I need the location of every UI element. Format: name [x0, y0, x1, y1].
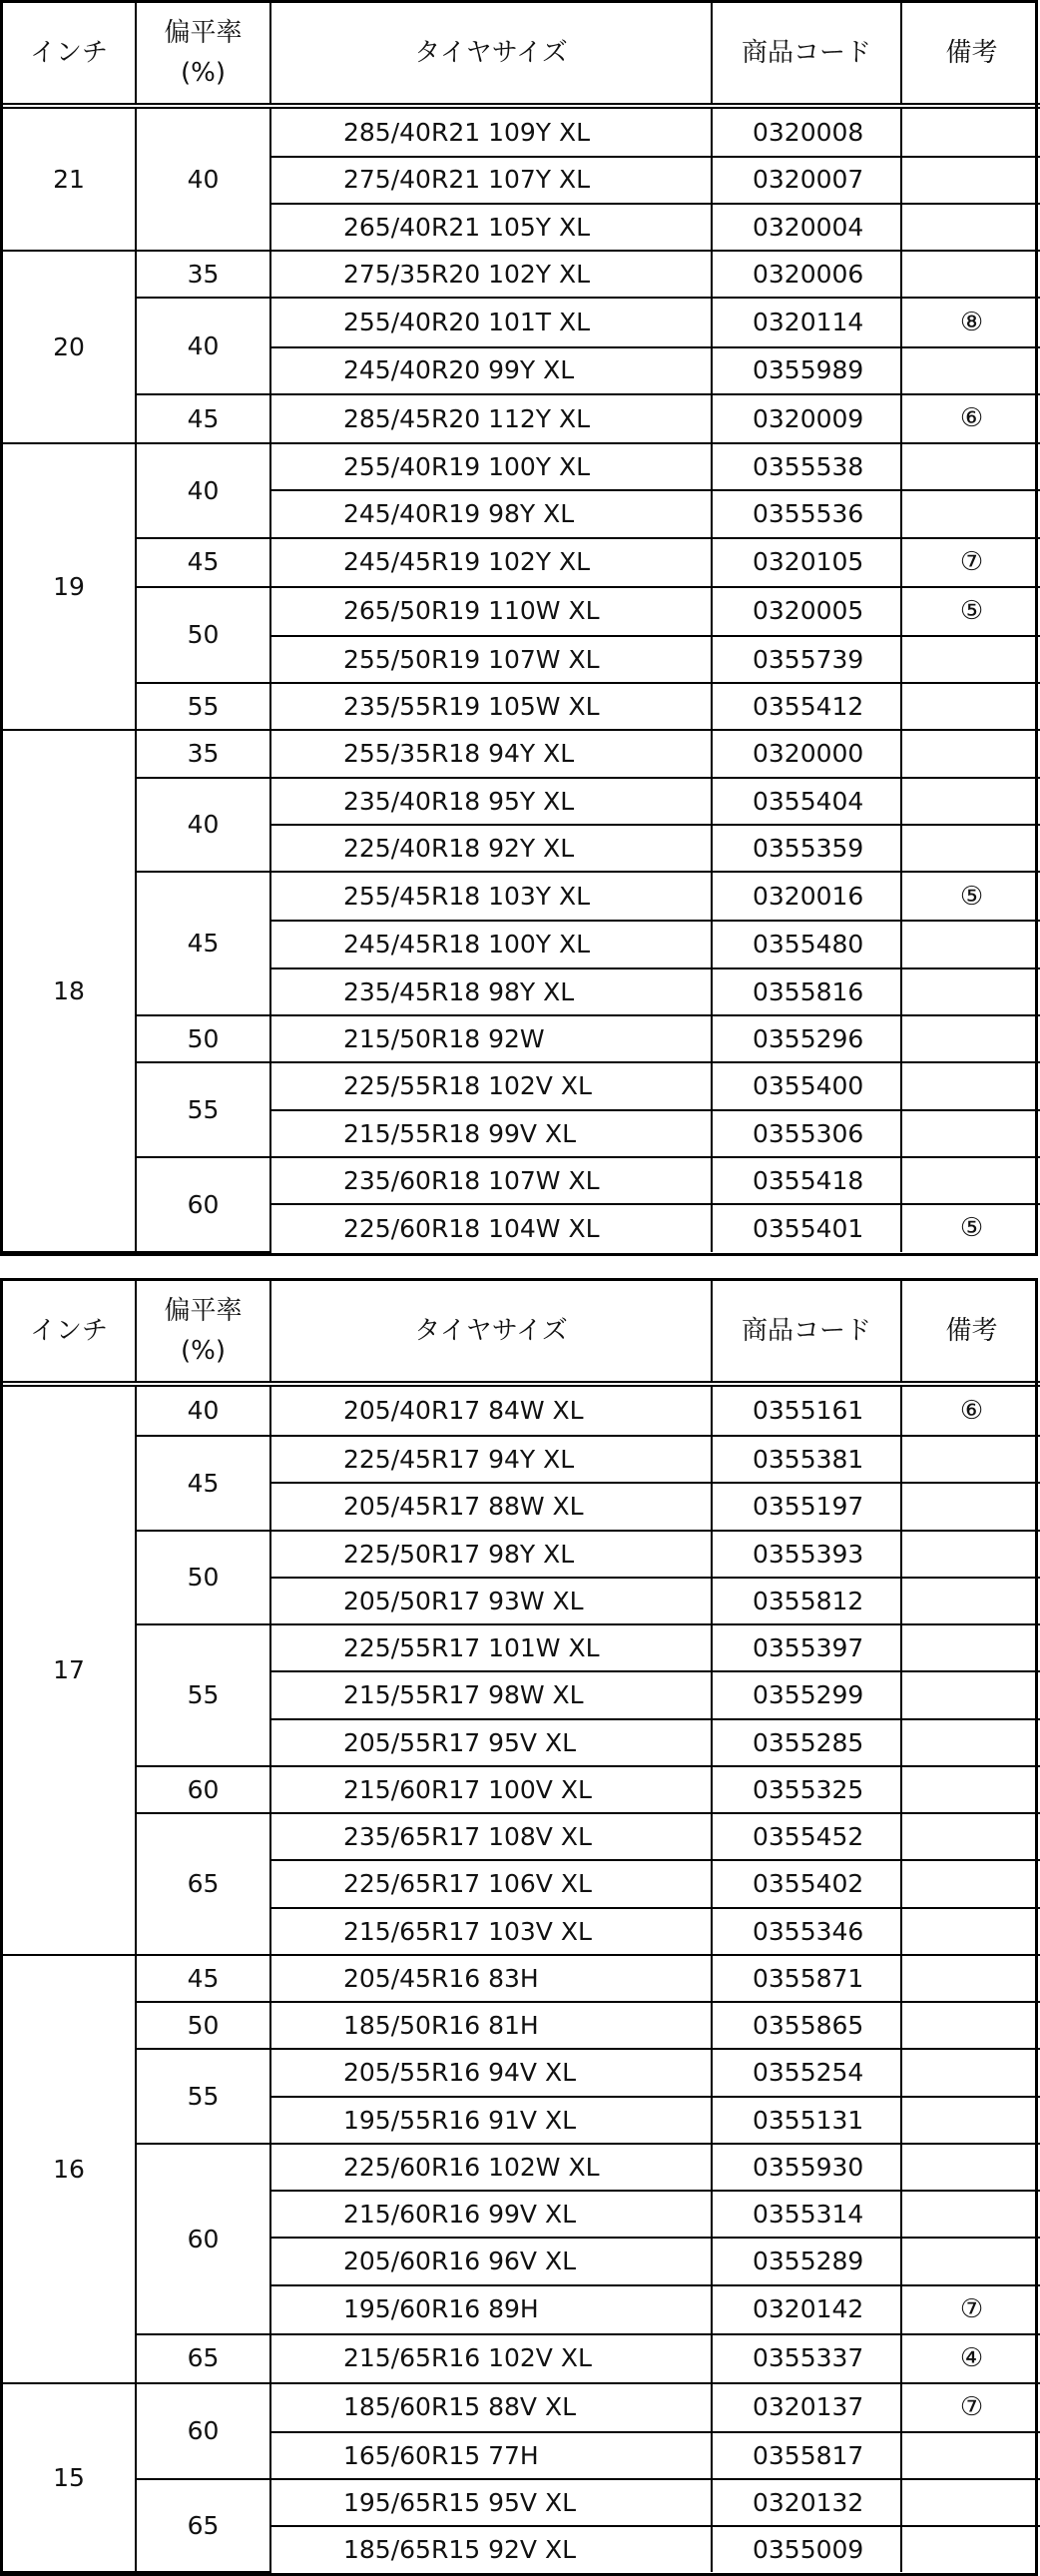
table-row — [3, 2002, 1040, 2049]
tire-size-cell: 245/45R18 100Y XL — [270, 921, 712, 967]
product-code-cell: 0355325 — [712, 1766, 901, 1813]
tire-size-cell: 225/45R17 94Y XL — [270, 1436, 712, 1483]
inch-cell: 18 — [3, 730, 136, 1252]
table-body — [3, 106, 1040, 1252]
tire-size-cell: 215/65R17 103V XL — [270, 1908, 712, 1955]
product-code-cell: 0355131 — [712, 2097, 901, 2144]
note-cell — [901, 2144, 1040, 2191]
flatness-cell: 50 — [136, 1531, 270, 1625]
inch-cell: 19 — [3, 443, 136, 730]
note-cell — [901, 1110, 1040, 1157]
product-code-cell: 0355739 — [712, 636, 901, 683]
note-cell — [901, 1531, 1040, 1578]
product-code-cell: 0355816 — [712, 968, 901, 1015]
header-flatness-label: 偏平率 — [164, 1295, 243, 1326]
inch-cell: 16 — [3, 1955, 136, 2383]
note-cell — [901, 1015, 1040, 1062]
note-cell: ⑤ — [901, 872, 1040, 921]
table-row — [3, 106, 1040, 157]
note-cell: ⑥ — [901, 1384, 1040, 1436]
tire-size-cell: 205/55R16 94V XL — [270, 2049, 712, 2096]
table-row — [3, 394, 1040, 443]
table-row — [3, 1813, 1040, 1860]
tire-size-cell: 265/40R21 105Y XL — [270, 204, 712, 251]
tire-size-cell: 225/50R17 98Y XL — [270, 1531, 712, 1578]
flatness-cell: 40 — [136, 298, 270, 393]
product-code-cell: 0355989 — [712, 347, 901, 394]
tire-size-cell: 225/55R18 102V XL — [270, 1062, 712, 1109]
product-code-cell: 0355197 — [712, 1483, 901, 1530]
header-flatness-unit: (%) — [181, 1336, 226, 1366]
tire-size-cell: 215/60R16 99V XL — [270, 2191, 712, 2238]
tire-size-cell: 225/60R16 102W XL — [270, 2144, 712, 2191]
product-code-cell: 0320006 — [712, 251, 901, 298]
header-product-code: 商品コード — [712, 3, 901, 106]
product-code-cell: 0355289 — [712, 2238, 901, 2284]
table-row — [3, 1955, 1040, 2002]
table-row — [3, 2144, 1040, 2191]
note-cell — [901, 251, 1040, 298]
flatness-cell: 55 — [136, 2049, 270, 2144]
table-row — [3, 730, 1040, 777]
product-code-cell: 0320004 — [712, 204, 901, 251]
tire-size-cell: 245/45R19 102Y XL — [270, 538, 712, 587]
table-row — [3, 683, 1040, 730]
table-row — [3, 1531, 1040, 1578]
note-cell — [901, 1955, 1040, 2002]
header-flatness — [136, 1281, 270, 1384]
flatness-cell: 50 — [136, 587, 270, 683]
note-cell — [901, 921, 1040, 967]
tire-size-cell: 185/60R15 88V XL — [270, 2383, 712, 2432]
flatness-cell: 50 — [136, 1015, 270, 1062]
note-cell — [901, 730, 1040, 777]
note-cell — [901, 2049, 1040, 2096]
product-code-cell: 0320007 — [712, 157, 901, 204]
flatness-cell: 40 — [136, 443, 270, 538]
note-cell — [901, 1766, 1040, 1813]
note-cell — [901, 1157, 1040, 1204]
product-code-cell: 0355412 — [712, 683, 901, 730]
table-row — [3, 1624, 1040, 1671]
note-cell: ⑤ — [901, 587, 1040, 636]
note-cell — [901, 1671, 1040, 1718]
header-note: 備考 — [901, 3, 1040, 106]
note-cell — [901, 2191, 1040, 2238]
note-cell: ⑦ — [901, 2285, 1040, 2334]
flatness-cell: 60 — [136, 1766, 270, 1813]
tire-size-cell: 215/50R18 92W — [270, 1015, 712, 1062]
product-code-cell: 0355401 — [712, 1204, 901, 1252]
product-code-cell: 0355452 — [712, 1813, 901, 1860]
tire-size-cell: 255/50R19 107W XL — [270, 636, 712, 683]
note-cell — [901, 2432, 1040, 2479]
note-cell — [901, 683, 1040, 730]
product-code-cell: 0355254 — [712, 2049, 901, 2096]
tire-size-cell: 195/65R15 95V XL — [270, 2479, 712, 2526]
note-cell: ⑦ — [901, 538, 1040, 587]
tire-size-cell: 205/60R16 96V XL — [270, 2238, 712, 2284]
tire-size-cell: 215/55R18 99V XL — [270, 1110, 712, 1157]
table-row — [3, 2049, 1040, 2096]
product-code-cell: 0355418 — [712, 1157, 901, 1204]
flatness-cell: 45 — [136, 1436, 270, 1531]
inch-cell: 17 — [3, 1384, 136, 1955]
note-cell — [901, 1483, 1040, 1530]
flatness-cell: 65 — [136, 1813, 270, 1955]
tire-size-cell: 265/50R19 110W XL — [270, 587, 712, 636]
header-inch: インチ — [3, 1281, 136, 1384]
note-cell — [901, 1624, 1040, 1671]
note-cell — [901, 106, 1040, 157]
tire-size-cell: 225/40R18 92Y XL — [270, 825, 712, 872]
product-code-cell: 0320105 — [712, 538, 901, 587]
table-row — [3, 1157, 1040, 1204]
product-code-cell: 0355009 — [712, 2526, 901, 2572]
inch-cell: 21 — [3, 106, 136, 251]
table-row — [3, 1062, 1040, 1109]
flatness-cell: 35 — [136, 251, 270, 298]
table-row — [3, 2479, 1040, 2526]
tire-size-cell: 225/65R17 106V XL — [270, 1860, 712, 1907]
tire-size-cell: 205/40R17 84W XL — [270, 1384, 712, 1436]
product-code-cell: 0355306 — [712, 1110, 901, 1157]
table-row — [3, 587, 1040, 636]
product-code-cell: 0355161 — [712, 1384, 901, 1436]
flatness-cell: 60 — [136, 2144, 270, 2334]
note-cell — [901, 204, 1040, 251]
note-cell — [901, 347, 1040, 394]
tire-size-cell: 275/40R21 107Y XL — [270, 157, 712, 204]
tire-size-cell: 215/60R17 100V XL — [270, 1766, 712, 1813]
note-cell — [901, 2238, 1040, 2284]
table-row — [3, 1766, 1040, 1813]
note-cell — [901, 778, 1040, 825]
product-code-cell: 0355359 — [712, 825, 901, 872]
product-code-cell: 0355538 — [712, 443, 901, 490]
product-code-cell: 0355381 — [712, 1436, 901, 1483]
tire-size-cell: 225/60R18 104W XL — [270, 1204, 712, 1252]
product-code-cell: 0320132 — [712, 2479, 901, 2526]
tire-size-cell: 195/55R16 91V XL — [270, 2097, 712, 2144]
flatness-cell: 55 — [136, 1624, 270, 1766]
product-code-cell: 0355400 — [712, 1062, 901, 1109]
note-cell — [901, 1813, 1040, 1860]
header-product-code: 商品コード — [712, 1281, 901, 1384]
product-code-cell: 0320137 — [712, 2383, 901, 2432]
tire-size-cell: 235/55R19 105W XL — [270, 683, 712, 730]
product-code-cell: 0320114 — [712, 298, 901, 346]
table-row — [3, 1015, 1040, 1062]
tire-size-cell: 215/55R17 98W XL — [270, 1671, 712, 1718]
note-cell — [901, 636, 1040, 683]
table-row — [3, 298, 1040, 346]
inch-cell: 15 — [3, 2383, 136, 2572]
note-cell — [901, 2526, 1040, 2572]
flatness-cell: 45 — [136, 538, 270, 587]
flatness-cell: 45 — [136, 1955, 270, 2002]
note-cell — [901, 157, 1040, 204]
product-code-cell: 0355865 — [712, 2002, 901, 2049]
product-code-cell: 0355812 — [712, 1578, 901, 1624]
flatness-cell: 55 — [136, 683, 270, 730]
tire-size-table-1 — [0, 0, 1038, 1256]
tire-size-cell: 235/45R18 98Y XL — [270, 968, 712, 1015]
note-cell — [901, 2479, 1040, 2526]
product-code-cell: 0355346 — [712, 1908, 901, 1955]
tire-size-cell: 185/65R15 92V XL — [270, 2526, 712, 2572]
table-row — [3, 443, 1040, 490]
tire-size-cell: 235/60R18 107W XL — [270, 1157, 712, 1204]
table-row — [3, 778, 1040, 825]
note-cell — [901, 2097, 1040, 2144]
tire-size-cell: 205/55R17 95V XL — [270, 1719, 712, 1766]
tire-size-cell: 255/40R19 100Y XL — [270, 443, 712, 490]
product-code-cell: 0355536 — [712, 490, 901, 537]
tire-size-cell: 215/65R16 102V XL — [270, 2334, 712, 2383]
tire-size-cell: 205/45R16 83H — [270, 1955, 712, 2002]
product-code-cell: 0320005 — [712, 587, 901, 636]
header-note: 備考 — [901, 1281, 1040, 1384]
flatness-cell: 55 — [136, 1062, 270, 1157]
tire-size-cell: 255/35R18 94Y XL — [270, 730, 712, 777]
tire-size-cell: 275/35R20 102Y XL — [270, 251, 712, 298]
tire-size-cell: 245/40R19 98Y XL — [270, 490, 712, 537]
tire-size-cell: 225/55R17 101W XL — [270, 1624, 712, 1671]
header-flatness-unit: (%) — [181, 58, 226, 88]
inch-cell: 20 — [3, 251, 136, 443]
note-cell — [901, 968, 1040, 1015]
flatness-cell: 40 — [136, 778, 270, 873]
product-code-cell: 0355817 — [712, 2432, 901, 2479]
product-code-cell: 0355337 — [712, 2334, 901, 2383]
tire-size-cell: 205/50R17 93W XL — [270, 1578, 712, 1624]
note-cell — [901, 1719, 1040, 1766]
product-code-cell: 0355397 — [712, 1624, 901, 1671]
product-code-cell: 0320000 — [712, 730, 901, 777]
note-cell — [901, 1062, 1040, 1109]
tire-size-cell: 285/45R20 112Y XL — [270, 394, 712, 443]
header-flatness — [136, 3, 270, 106]
table-row — [3, 2383, 1040, 2432]
note-cell — [901, 1578, 1040, 1624]
note-cell — [901, 1436, 1040, 1483]
tire-size-cell: 195/60R16 89H — [270, 2285, 712, 2334]
note-cell — [901, 1860, 1040, 1907]
header-tire-size: タイヤサイズ — [270, 1281, 712, 1384]
tire-size-cell: 185/50R16 81H — [270, 2002, 712, 2049]
product-code-cell: 0320016 — [712, 872, 901, 921]
note-cell — [901, 443, 1040, 490]
flatness-cell: 35 — [136, 730, 270, 777]
table-row — [3, 538, 1040, 587]
note-cell — [901, 825, 1040, 872]
note-cell: ⑥ — [901, 394, 1040, 443]
product-code-cell: 0355404 — [712, 778, 901, 825]
table-body — [3, 1384, 1040, 2572]
note-cell: ⑧ — [901, 298, 1040, 346]
flatness-cell: 40 — [136, 106, 270, 251]
header-inch: インチ — [3, 3, 136, 106]
tire-size-cell: 235/65R17 108V XL — [270, 1813, 712, 1860]
product-code-cell: 0355314 — [712, 2191, 901, 2238]
product-code-cell: 0320008 — [712, 106, 901, 157]
product-code-cell: 0320009 — [712, 394, 901, 443]
flatness-cell: 60 — [136, 2383, 270, 2479]
note-cell: ⑦ — [901, 2383, 1040, 2432]
tire-size-cell: 255/40R20 101T XL — [270, 298, 712, 346]
tire-size-cell: 255/45R18 103Y XL — [270, 872, 712, 921]
note-cell: ⑤ — [901, 1204, 1040, 1252]
header-flatness-label: 偏平率 — [164, 17, 243, 48]
header-tire-size: タイヤサイズ — [270, 3, 712, 106]
table-row — [3, 1436, 1040, 1483]
flatness-cell: 60 — [136, 1157, 270, 1252]
product-code-cell: 0355393 — [712, 1531, 901, 1578]
product-code-cell: 0355930 — [712, 2144, 901, 2191]
product-code-cell: 0355299 — [712, 1671, 901, 1718]
note-cell — [901, 1908, 1040, 1955]
product-code-cell: 0355402 — [712, 1860, 901, 1907]
note-cell — [901, 2002, 1040, 2049]
flatness-cell: 65 — [136, 2334, 270, 2383]
product-code-cell: 0355296 — [712, 1015, 901, 1062]
product-code-cell: 0320142 — [712, 2285, 901, 2334]
flatness-cell: 45 — [136, 872, 270, 1015]
note-cell: ④ — [901, 2334, 1040, 2383]
tire-size-cell: 235/40R18 95Y XL — [270, 778, 712, 825]
tire-size-cell: 285/40R21 109Y XL — [270, 106, 712, 157]
tire-size-table-2 — [0, 1278, 1038, 2576]
table-row — [3, 251, 1040, 298]
table-row — [3, 1384, 1040, 1436]
table-row — [3, 872, 1040, 921]
product-code-cell: 0355480 — [712, 921, 901, 967]
flatness-cell: 45 — [136, 394, 270, 443]
product-code-cell: 0355871 — [712, 1955, 901, 2002]
tire-size-cell: 205/45R17 88W XL — [270, 1483, 712, 1530]
flatness-cell: 50 — [136, 2002, 270, 2049]
table-row — [3, 2334, 1040, 2383]
tire-size-cell: 245/40R20 99Y XL — [270, 347, 712, 394]
flatness-cell: 40 — [136, 1384, 270, 1436]
tire-size-cell: 165/60R15 77H — [270, 2432, 712, 2479]
product-code-cell: 0355285 — [712, 1719, 901, 1766]
flatness-cell: 65 — [136, 2479, 270, 2572]
note-cell — [901, 490, 1040, 537]
